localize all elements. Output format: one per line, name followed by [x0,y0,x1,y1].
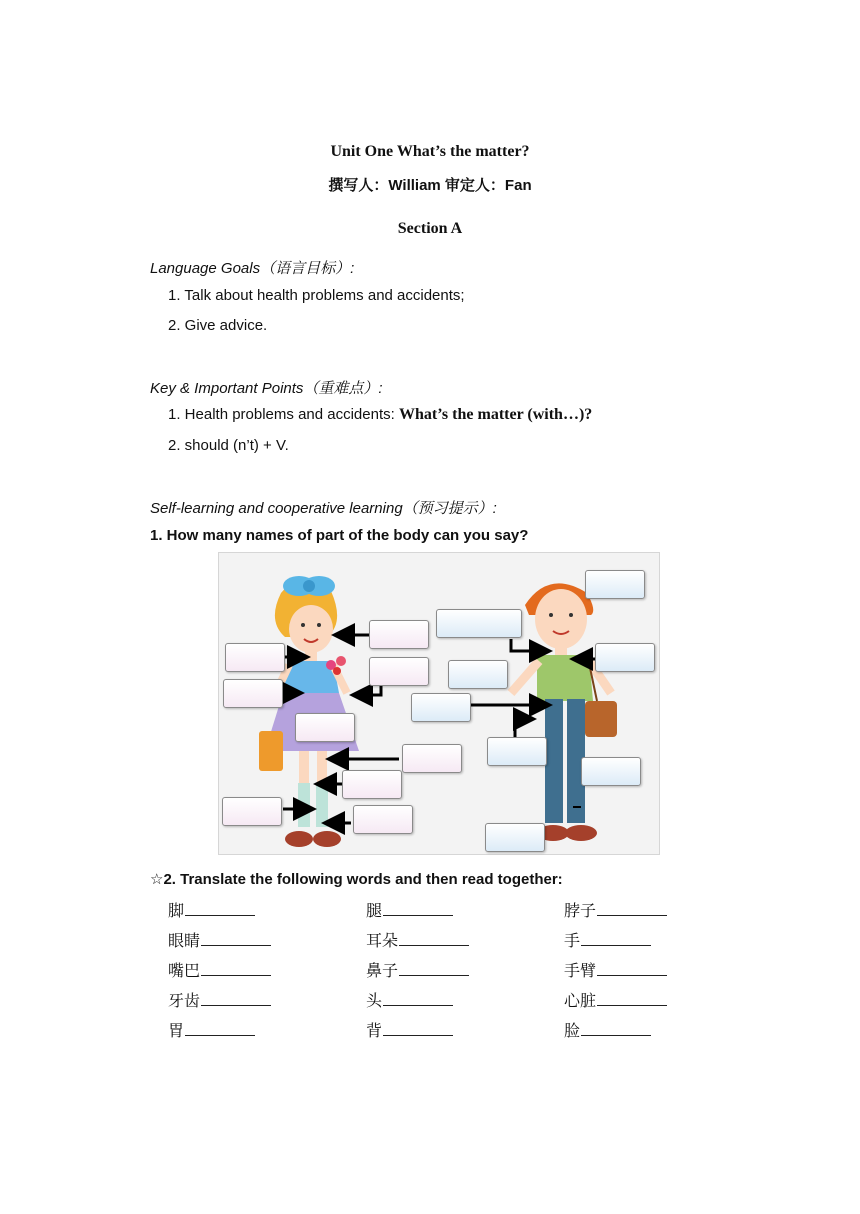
label-box[interactable] [342,770,402,799]
word-item: 手 [564,928,651,951]
word-item: 脖子 [564,898,667,921]
question-1: 1. How many names of part of the body can you say? [150,527,529,544]
label-box[interactable] [353,805,413,834]
answer-blank[interactable] [185,900,255,916]
label-box[interactable] [436,609,522,638]
word-item: 脚 [168,898,255,921]
label-box[interactable] [581,757,641,786]
answer-blank[interactable] [201,960,271,976]
key-point-item: 2. should (n’t) + V. [168,437,289,454]
key-point-item [168,406,592,424]
label-box[interactable] [369,620,429,649]
answer-blank[interactable] [597,900,667,916]
body-parts-figure [218,552,660,855]
word-item: 胃 [168,1018,255,1041]
label-box[interactable] [225,643,285,672]
word-item: 头 [366,988,453,1011]
word-item: 心脏 [564,988,667,1011]
answer-blank[interactable] [581,930,651,946]
word-row [168,988,768,1018]
label-box[interactable] [485,823,545,852]
key-points-heading: Key & Important Points（重难点）: [150,380,383,397]
answer-blank[interactable] [383,990,453,1006]
word-item: 脸 [564,1018,651,1041]
word-row [168,1018,768,1048]
section-heading: Section A [397,220,463,237]
author-line: 撰写人：William 审定人：Fan [328,177,532,194]
answer-blank[interactable] [399,930,469,946]
self-learning-heading: Self-learning and cooperative learning（预习提示）: [150,500,497,517]
word-item: 手臂 [564,958,667,981]
word-row [168,958,768,988]
language-goals-heading: Language Goals（语言目标）: [150,260,355,277]
word-row [168,898,768,928]
boy-figure [511,583,617,841]
label-box[interactable] [223,679,283,708]
answer-blank[interactable] [581,1020,651,1036]
label-box[interactable] [448,660,508,689]
label-box[interactable] [585,570,645,599]
answer-blank[interactable] [597,990,667,1006]
page-title: Unit One What’s the matter? [330,143,530,160]
answer-blank[interactable] [383,900,453,916]
label-box[interactable] [222,797,282,826]
answer-blank[interactable] [201,930,271,946]
goal-item: 2. Give advice. [168,317,268,334]
word-row [168,928,768,958]
answer-blank[interactable] [201,990,271,1006]
word-item: 牙齿 [168,988,271,1011]
answer-blank[interactable] [383,1020,453,1036]
key-point-phrase: What’s the matter (with…)? [398,406,593,423]
answer-blank[interactable] [399,960,469,976]
word-item: 鼻子 [366,958,469,981]
word-item: 眼睛 [168,928,271,951]
word-item: 背 [366,1018,453,1041]
label-box[interactable] [595,643,655,672]
label-box[interactable] [295,713,355,742]
word-item: 腿 [366,898,453,921]
answer-blank[interactable] [597,960,667,976]
key-point-text: 1. Health problems and accidents: [168,406,399,423]
question-2: ☆2. Translate the following words and then read together: [150,871,563,888]
word-item: 嘴巴 [168,958,271,981]
goal-item: 1. Talk about health problems and accidents; [168,287,465,304]
label-box[interactable] [487,737,547,766]
answer-blank[interactable] [185,1020,255,1036]
label-box[interactable] [411,693,471,722]
label-box[interactable] [369,657,429,686]
label-box[interactable] [402,744,462,773]
word-item: 耳朵 [366,928,469,951]
